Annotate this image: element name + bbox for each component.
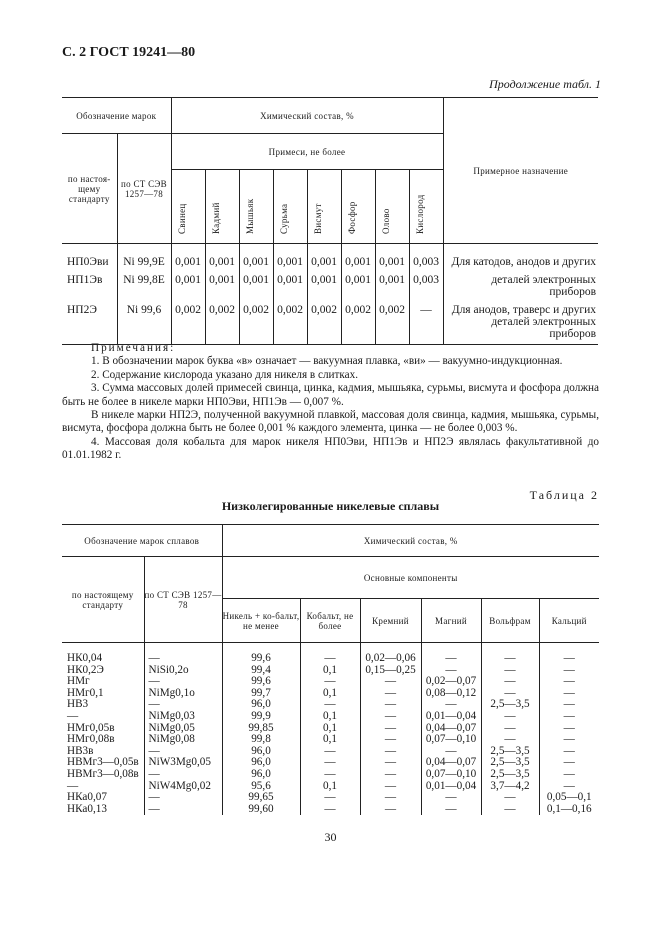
- table-cell: 2,5—3,5: [481, 769, 539, 781]
- table-cell: —: [360, 746, 421, 758]
- t1-header-st-sev: по СТ СЭВ 1257—78: [117, 134, 171, 244]
- table-cell: 0,001: [273, 268, 307, 298]
- table-cell: —: [421, 699, 481, 711]
- table-row: [62, 643, 599, 665]
- table-cell: 0,1: [300, 688, 360, 700]
- table-cell: —: [539, 734, 599, 746]
- table-cell: 96,0: [222, 699, 300, 711]
- table-cell: 99,7: [222, 688, 300, 700]
- table-row: [62, 268, 598, 298]
- table-cell: —: [144, 643, 222, 665]
- table-cell: —: [481, 792, 539, 804]
- table-cell: 99,65: [222, 792, 300, 804]
- table-cell: [273, 316, 307, 345]
- table-cell: 0,002: [239, 298, 273, 316]
- table-cell: НП0Эви: [67, 256, 109, 268]
- table-cell: НВ3: [67, 698, 89, 711]
- table-cell: 0,05—0,1: [539, 792, 599, 804]
- table-cell: НМг0,05в: [67, 721, 115, 734]
- table-row: [62, 316, 598, 345]
- table-cell: —: [409, 298, 443, 316]
- table-cell: —: [421, 792, 481, 804]
- table-cell: 0,1: [300, 711, 360, 723]
- table-cell: —: [300, 676, 360, 688]
- table-cell: —: [539, 769, 599, 781]
- t1-header-designation: Обозначение марок: [62, 98, 171, 134]
- table-cell: —: [360, 769, 421, 781]
- table-2-label: Таблица 2: [529, 488, 599, 502]
- table-cell: —: [360, 781, 421, 793]
- table-cell: деталей электронных приборов: [443, 268, 598, 298]
- table-cell: —: [539, 711, 599, 723]
- table-cell: 99,8: [222, 734, 300, 746]
- table-cell: 0,001: [341, 244, 375, 269]
- table-cell: 3,7—4,2: [481, 781, 539, 793]
- table-cell: NiMg0,05: [144, 723, 222, 735]
- table-cell: —: [67, 779, 79, 792]
- table-cell: [117, 316, 171, 345]
- table-cell: —: [300, 746, 360, 758]
- table-cell: Для катодов, анодов и других: [443, 244, 598, 269]
- table-cell: —: [481, 643, 539, 665]
- t1-header-composition: Химический состав, %: [171, 98, 443, 134]
- table-cell: 0,001: [273, 244, 307, 269]
- table-cell: 0,01—0,04: [421, 781, 481, 793]
- table-cell: —: [539, 665, 599, 677]
- table-cell: 99,4: [222, 665, 300, 677]
- table-cell: 2,5—3,5: [481, 757, 539, 769]
- t1-element-header: Фосфор: [341, 170, 375, 244]
- table-cell: —: [144, 699, 222, 711]
- table-cell: [205, 316, 239, 345]
- table-cell: —: [481, 723, 539, 735]
- table-row: [62, 244, 598, 269]
- table-cell: 0,001: [307, 244, 341, 269]
- table-continuation-label: Продолжение табл. 1: [489, 77, 601, 91]
- table-cell: 0,001: [239, 268, 273, 298]
- table-cell: 0,04—0,07: [421, 757, 481, 769]
- notes-section: [62, 342, 599, 463]
- table-cell: 99,6: [222, 643, 300, 665]
- table-cell: Ni 99,6: [117, 298, 171, 316]
- table-cell: 99,6: [222, 676, 300, 688]
- table-cell: 0,002: [341, 298, 375, 316]
- table-cell: NiW3Mg0,05: [144, 757, 222, 769]
- table-row: [62, 298, 598, 316]
- t2-column-header: Вольфрам: [481, 599, 539, 643]
- table-cell: НМг0,08в: [67, 733, 115, 746]
- table-cell: 0,1—0,16: [539, 804, 599, 816]
- table-cell: 99,60: [222, 804, 300, 816]
- table-cell: —: [300, 757, 360, 769]
- table-cell: 0,001: [205, 268, 239, 298]
- table-cell: 0,002: [375, 298, 409, 316]
- table-cell: NiSi0,2o: [144, 665, 222, 677]
- table-cell: NiMg0,03: [144, 711, 222, 723]
- t2-header-composition: Химический состав, %: [222, 525, 599, 557]
- table-cell: НКа0,13: [67, 802, 107, 815]
- table-cell: 99,85: [222, 723, 300, 735]
- table-cell: —: [360, 723, 421, 735]
- table-cell: 0,001: [341, 268, 375, 298]
- note-4: 4. Массовая доля кобальта для марок никеля НП0Эви, НП1Эв и НП2Э являлась факультативной до 01.01.1982 г.: [62, 435, 599, 462]
- table-cell: —: [144, 746, 222, 758]
- note-2: 2. Содержание кислорода указано для никеля в слитках.: [91, 368, 359, 381]
- table-cell: 0,001: [375, 268, 409, 298]
- table-cell: —: [421, 746, 481, 758]
- t1-element-header: Кислород: [409, 170, 443, 244]
- t2-column-header: Кобальт, не более: [300, 599, 360, 643]
- table-cell: —: [360, 688, 421, 700]
- table-cell: —: [300, 699, 360, 711]
- table-cell: —: [360, 757, 421, 769]
- t2-header-designation: Обозначение марок сплавов: [62, 525, 222, 557]
- table-cell: —: [539, 699, 599, 711]
- table-cell: 0,002: [307, 298, 341, 316]
- table-cell: 95,6: [222, 781, 300, 793]
- table-cell: 96,0: [222, 757, 300, 769]
- table-cell: 2,5—3,5: [481, 746, 539, 758]
- table-cell: 0,003: [409, 244, 443, 269]
- table-cell: 0,07—0,10: [421, 769, 481, 781]
- table-cell: —: [421, 804, 481, 816]
- table-cell: 99,9: [222, 711, 300, 723]
- table-cell: 0,02—0,07: [421, 676, 481, 688]
- table-1-unalloyed-nickel: [62, 97, 598, 345]
- table-cell: Ni 99,8E: [117, 268, 171, 298]
- table-cell: НВМг3—0,08в: [67, 767, 139, 780]
- table-cell: —: [481, 734, 539, 746]
- table-cell: —: [360, 792, 421, 804]
- table-cell: —: [481, 804, 539, 816]
- page-number: 30: [324, 830, 337, 844]
- table-cell: деталей электронных приборов: [443, 316, 598, 345]
- t1-element-header: Висмут: [307, 170, 341, 244]
- table-cell: —: [144, 676, 222, 688]
- table-row: [62, 734, 599, 746]
- table-cell: 0,1: [300, 665, 360, 677]
- table-cell: [171, 316, 205, 345]
- table-cell: —: [300, 643, 360, 665]
- t2-column-header: Кальций: [539, 599, 599, 643]
- table-cell: NiMg0,1o: [144, 688, 222, 700]
- table-row: [62, 769, 599, 781]
- t1-element-header: Олово: [375, 170, 409, 244]
- table-cell: —: [360, 676, 421, 688]
- table-cell: —: [539, 688, 599, 700]
- table-cell: 0,001: [205, 244, 239, 269]
- t2-column-header: Магний: [421, 599, 481, 643]
- table-cell: 2,5—3,5: [481, 699, 539, 711]
- t2-header-main-components: Основные компоненты: [222, 557, 599, 599]
- table-cell: NiMg0,08: [144, 734, 222, 746]
- table-cell: НКа0,07: [67, 791, 107, 804]
- table-cell: 0,002: [171, 298, 205, 316]
- note-1: 1. В обозначении марок буква «в» означает — вакуумная плавка, «ви» — вакуумно-индукционная.: [91, 355, 563, 368]
- notes-title: Примечания:: [91, 342, 176, 354]
- table-cell: —: [481, 676, 539, 688]
- t1-header-purpose: Примерное назначение: [443, 98, 598, 244]
- table-cell: НП2Э: [67, 304, 97, 316]
- table-cell: —: [481, 665, 539, 677]
- table-cell: 0,001: [239, 244, 273, 269]
- table-cell: —: [421, 665, 481, 677]
- t1-header-impurities: Примеси, не более: [171, 134, 443, 170]
- table-cell: [62, 316, 117, 345]
- t1-element-header: Сурьма: [273, 170, 307, 244]
- table-cell: Ni 99,9E: [117, 244, 171, 269]
- t2-header-current-standard: по настоящему стандарту: [62, 557, 144, 643]
- table-cell: НК0,04: [67, 652, 103, 664]
- table-cell: 96,0: [222, 746, 300, 758]
- table-cell: 0,07—0,10: [421, 734, 481, 746]
- table-cell: НМг: [67, 675, 90, 688]
- table-cell: 0,001: [171, 244, 205, 269]
- table-cell: [375, 316, 409, 345]
- table-cell: —: [539, 643, 599, 665]
- table-cell: 0,02—0,06: [360, 643, 421, 665]
- table-cell: —: [300, 804, 360, 816]
- table-cell: —: [144, 792, 222, 804]
- table-cell: —: [360, 734, 421, 746]
- table-cell: —: [539, 723, 599, 735]
- table-row: [62, 711, 599, 723]
- t2-header-st-sev: по СТ СЭВ 1257—78: [144, 557, 222, 643]
- table-cell: —: [539, 746, 599, 758]
- table-cell: NiW4Mg0,02: [144, 781, 222, 793]
- t2-column-header: Кремний: [360, 599, 421, 643]
- table-cell: 0,003: [409, 268, 443, 298]
- table-cell: 0,1: [300, 734, 360, 746]
- t2-column-header: Никель + ко-бальт, не менее: [222, 599, 300, 643]
- table-cell: 0,01—0,04: [421, 711, 481, 723]
- table-cell: НВМг3—0,05в: [67, 756, 139, 769]
- t1-header-current-standard: по настоя-щему стандарту: [62, 134, 117, 244]
- table-cell: 96,0: [222, 769, 300, 781]
- table-cell: 0,04—0,07: [421, 723, 481, 735]
- t1-element-header: Кадмий: [205, 170, 239, 244]
- table-cell: НМг0,1: [67, 686, 104, 699]
- table-cell: —: [144, 804, 222, 816]
- table-cell: —: [300, 792, 360, 804]
- table-cell: НП1Эв: [67, 274, 103, 286]
- table-row: [62, 792, 599, 804]
- table-cell: —: [144, 769, 222, 781]
- page-header: С. 2 ГОСТ 19241—80: [62, 45, 196, 60]
- table-cell: —: [360, 804, 421, 816]
- table-cell: 0,1: [300, 781, 360, 793]
- table-cell: —: [67, 709, 79, 722]
- table-cell: —: [539, 757, 599, 769]
- table-cell: [409, 316, 443, 345]
- table-cell: 0,001: [307, 268, 341, 298]
- table-cell: 0,001: [375, 244, 409, 269]
- table-cell: —: [481, 711, 539, 723]
- note-3: 3. Сумма массовых долей примесей свинца, цинка, кадмия, мышьяка, сурьмы, висмута и фосфора должна быть не более в никеле марки НП0Эви, НП1Эв — 0,007 %.: [62, 382, 599, 408]
- table-cell: —: [539, 781, 599, 793]
- table-cell: 0,08—0,12: [421, 688, 481, 700]
- table-2-low-alloy-nickel: [62, 524, 599, 815]
- table-cell: 0,001: [171, 268, 205, 298]
- table-cell: НВ3в: [67, 744, 94, 757]
- table-cell: НК0,2Э: [67, 663, 104, 676]
- table-cell: 0,15—0,25: [360, 665, 421, 677]
- table-cell: [239, 316, 273, 345]
- table-cell: —: [360, 699, 421, 711]
- table-cell: 0,002: [205, 298, 239, 316]
- table-2-title: Низколегированные никелевые сплавы: [221, 499, 440, 513]
- table-cell: [307, 316, 341, 345]
- table-cell: 0,002: [273, 298, 307, 316]
- table-row: [62, 804, 599, 816]
- table-cell: [341, 316, 375, 345]
- table-cell: —: [360, 711, 421, 723]
- table-cell: —: [300, 769, 360, 781]
- t1-element-header: Мышьяк: [239, 170, 273, 244]
- table-cell: —: [539, 676, 599, 688]
- table-cell: —: [481, 688, 539, 700]
- table-cell: Для анодов, траверс и других: [443, 298, 598, 316]
- t1-element-header: Свинец: [171, 170, 205, 244]
- table-cell: 0,1: [300, 723, 360, 735]
- note-3-continued: В никеле марки НП2Э, полученной вакуумной плавкой, массовая доля свинца, кадмия, мышьяка, сурьмы, висмута, фосфора должна быть не более 0,001 % каждого элемента, цинка — не более 0,003 %.: [62, 409, 599, 435]
- table-cell: —: [421, 643, 481, 665]
